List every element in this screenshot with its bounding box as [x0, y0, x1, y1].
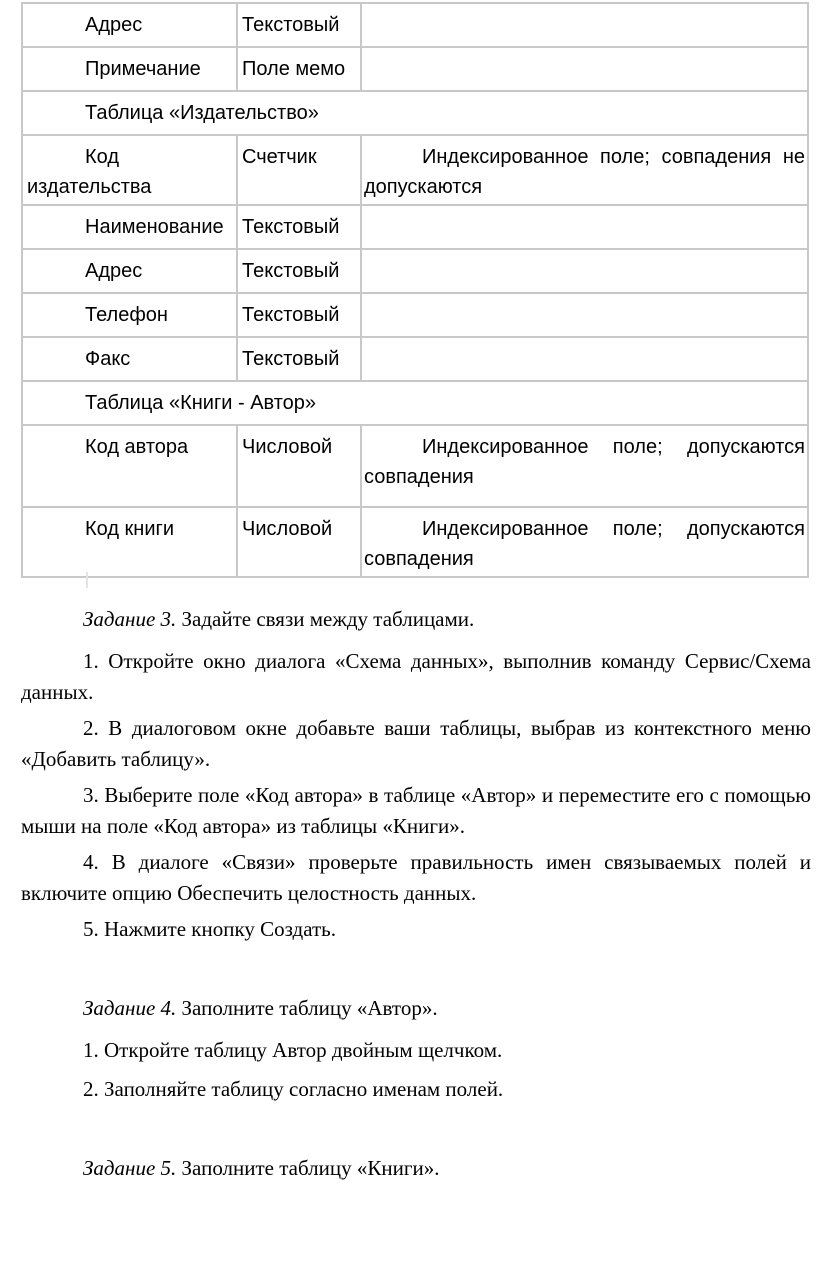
table-row — [22, 249, 808, 293]
task3-step-5: 5. Нажмите кнопку Создать. — [83, 917, 336, 941]
task4-step-1: 1. Откройте таблицу Автор двойным щелчком. — [83, 1038, 503, 1062]
field-props — [362, 206, 807, 212]
field-props — [362, 338, 807, 344]
field-props — [362, 48, 807, 54]
field-name: Код автора — [85, 436, 189, 458]
task3-step-1: 1. Откройте окно диалога «Схема данных», выполнив команду Сервис/Схема данных. — [21, 649, 811, 704]
table-row — [22, 293, 808, 337]
field-props: Индексированное поле; совпадения не допускаются — [364, 146, 805, 198]
field-name: Телефон — [85, 304, 168, 326]
field-name: Факс — [85, 348, 131, 370]
task4-heading — [21, 993, 811, 1024]
field-type: Текстовый — [242, 14, 340, 36]
task3-step-3: 3. Выберите поле «Код автора» в таблице «Автор» и переместите его с помощью мыши на поле «Код автора» из таблицы «Книги». — [21, 783, 811, 838]
table-row — [22, 205, 808, 249]
section-title: Таблица «Издательство» — [85, 102, 319, 124]
task3-text: Задайте связи между таблицами. — [176, 607, 475, 631]
field-name-line2: издательства — [27, 176, 152, 198]
field-props: Индексированное поле; допускаются совпадения — [364, 518, 805, 570]
table-row — [22, 337, 808, 381]
field-type: Счетчик — [242, 146, 317, 168]
task4-text: Заполните таблицу «Автор». — [176, 996, 438, 1020]
table-section-row — [22, 91, 808, 135]
task5-heading — [21, 1153, 811, 1184]
field-props: Индексированное поле; допускаются совпадения — [364, 436, 805, 488]
field-type: Текстовый — [242, 216, 340, 238]
field-type: Текстовый — [242, 304, 340, 326]
table-section-row — [22, 381, 808, 425]
field-name-line1: Код — [85, 146, 120, 168]
table-row — [22, 3, 808, 47]
divider — [86, 572, 88, 588]
task3-heading — [21, 604, 811, 635]
task3-label: Задание 3. — [83, 607, 177, 631]
field-name: Код книги — [85, 518, 174, 540]
field-name: Адрес — [85, 14, 143, 36]
task3-step-4: 4. В диалоге «Связи» проверьте правильность имен связываемых полей и включите опцию Обеспечить целостность данных. — [21, 850, 811, 905]
task5-label: Задание 5. — [83, 1156, 177, 1180]
field-props — [362, 4, 807, 10]
field-type: Поле мемо — [242, 58, 346, 80]
field-props — [362, 294, 807, 300]
field-type: Числовой — [242, 436, 333, 458]
field-props — [362, 250, 807, 256]
field-type: Текстовый — [242, 348, 340, 370]
task5-text: Заполните таблицу «Книги». — [176, 1156, 440, 1180]
task4-step-2: 2. Заполняйте таблицу согласно именам полей. — [83, 1077, 504, 1101]
field-name: Наименование — [85, 216, 224, 238]
table-row — [22, 47, 808, 91]
table-row — [22, 425, 808, 507]
field-type: Числовой — [242, 518, 333, 540]
field-type: Текстовый — [242, 260, 340, 282]
fields-table — [21, 2, 809, 578]
table-row — [22, 507, 808, 577]
section-title: Таблица «Книги - Автор» — [85, 392, 317, 414]
task4-label: Задание 4. — [83, 996, 177, 1020]
task3-step-2: 2. В диалоговом окне добавьте ваши таблицы, выбрав из контекстного меню «Добавить таблицу». — [21, 716, 811, 771]
field-name: Адрес — [85, 260, 143, 282]
table-row — [22, 135, 808, 205]
field-name: Примечание — [85, 58, 201, 80]
